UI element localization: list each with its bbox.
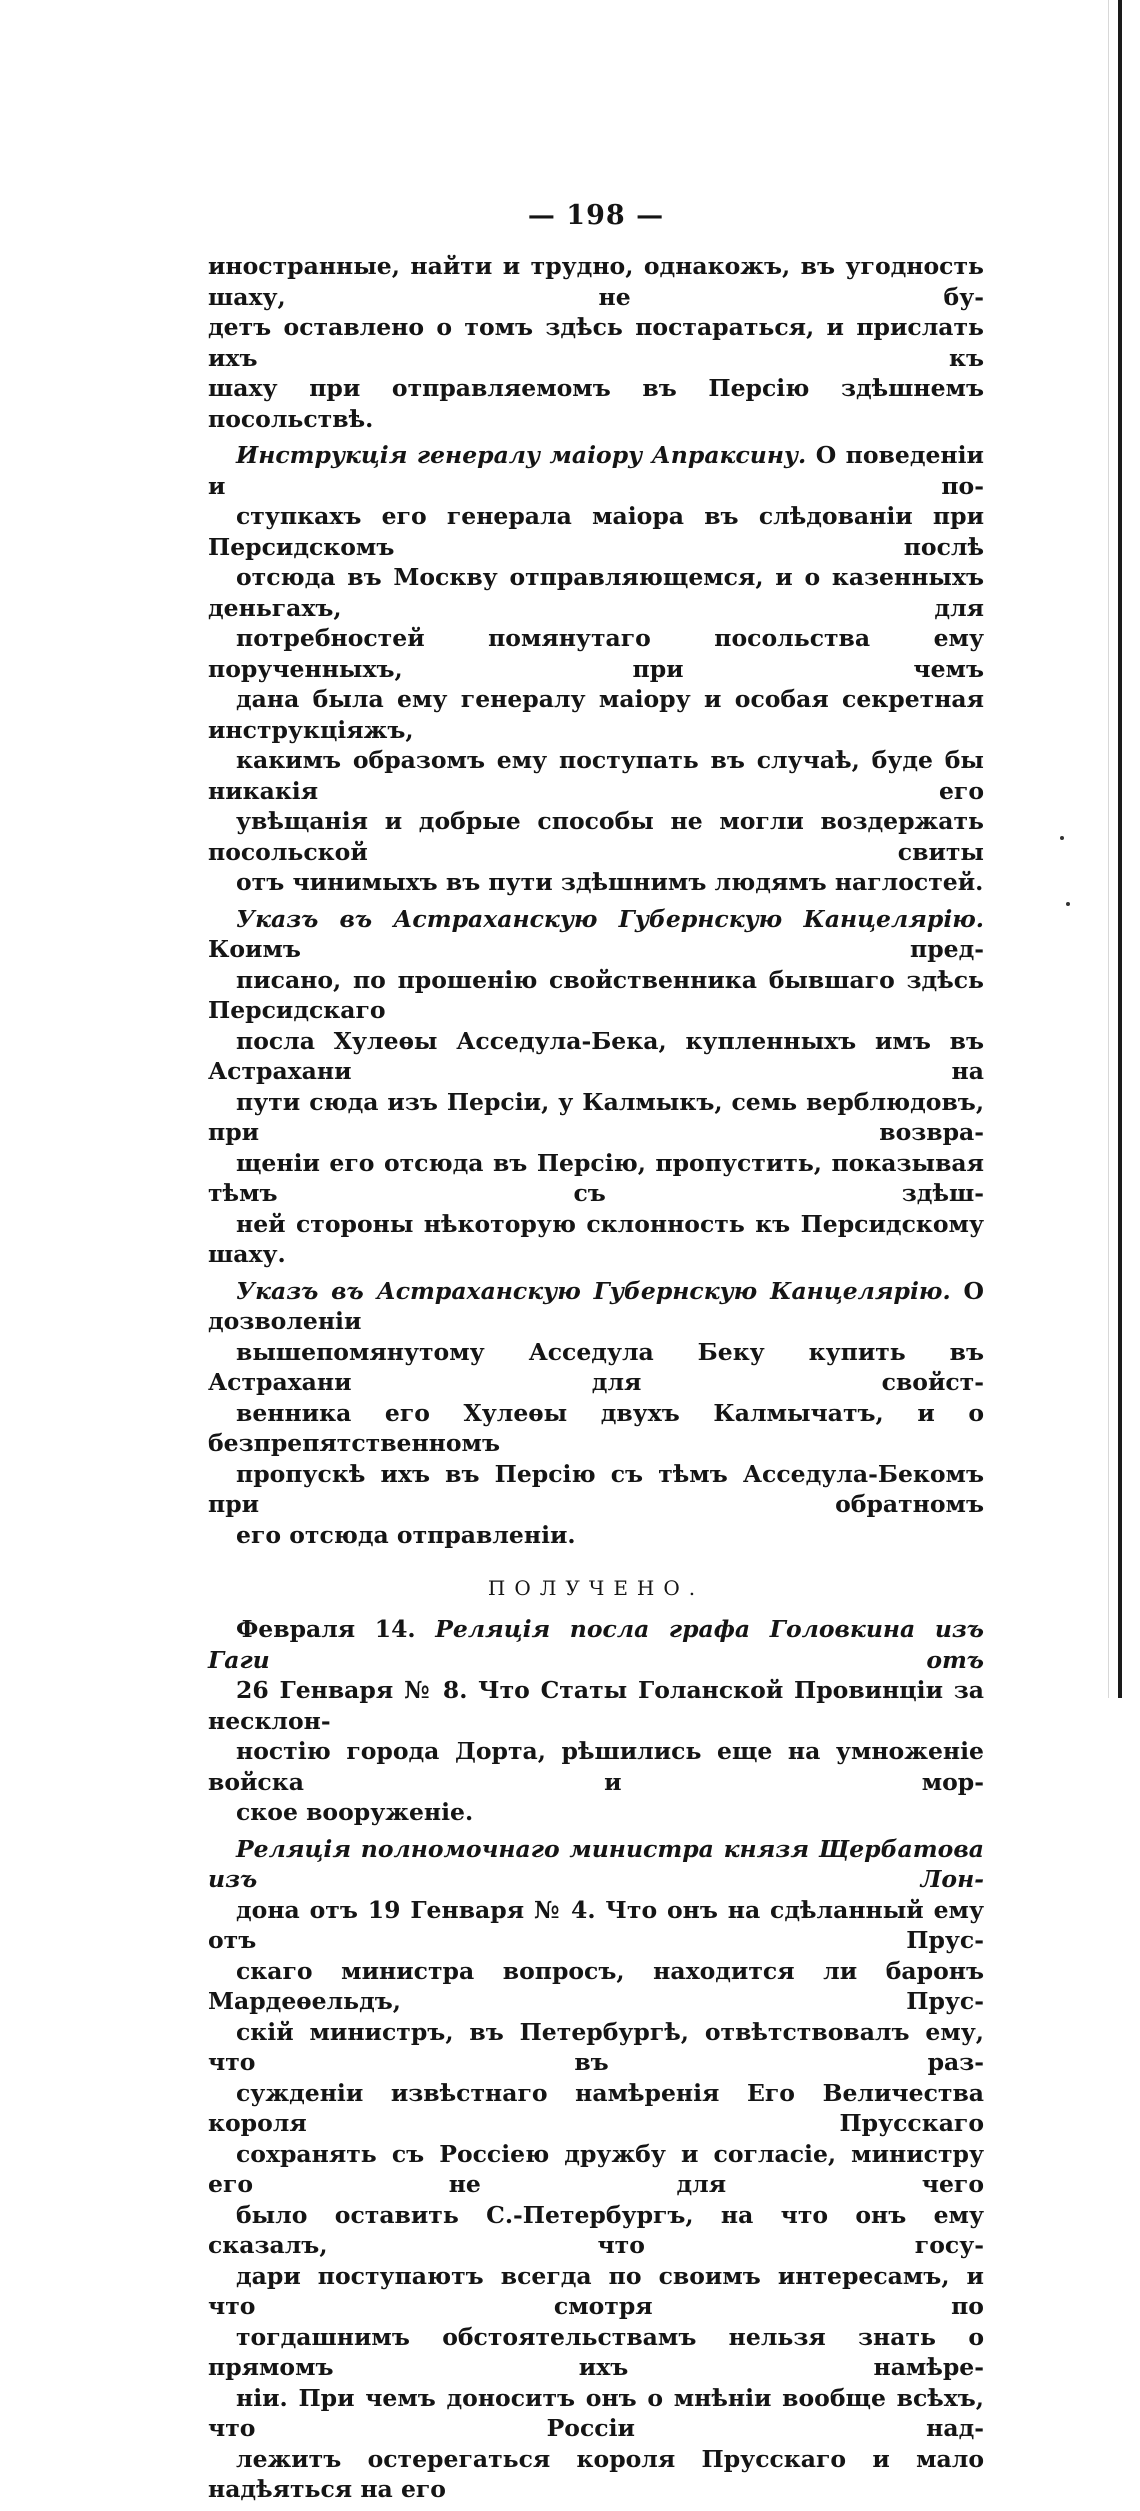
text-line: дари поступаютъ всегда по своимъ интересамъ, и что смотря по [208,2261,984,2320]
paragraph-instruction-apraksin [208,440,984,898]
text-line [208,1276,984,1337]
paragraph-report-golovkin [208,1614,984,1828]
text-line: пропускѣ ихъ въ Персію съ тѣмъ Асседула-Бекомъ при обратномъ [208,1459,984,1518]
page-edge-rule [1118,0,1122,1698]
scan-speck [1060,836,1064,840]
entry-title: Инструкція генералу маіору Апраксину. [236,441,807,469]
text-line: 26 Генваря № 8. Что Статы Голанской Провинціи за несклон- [208,1676,984,1735]
text-line: детъ оставлено о томъ здѣсь постараться, и прислать ихъ къ [208,313,984,372]
text-line: сохранять съ Россіею дружбу и согласіе, министру его не для чего [208,2139,984,2198]
text-line: тогдашнимъ обстоятельствамъ нельзя знать о прямомъ ихъ намѣре- [208,2322,984,2381]
text-line: щеніи его отсюда въ Персію, пропустить, показывая тѣмъ съ здѣш- [208,1148,984,1207]
entry-date: Февраля 14. [236,1615,416,1643]
text-line: ніи. При чемъ доноситъ онъ о мнѣніи вообще всѣхъ, что Россіи над- [208,2383,984,2442]
text-line: какимъ образомъ ему поступать въ случаѣ, буде бы никакія его [208,746,984,805]
entry-title: Указъ въ Астраханскую Губернскую Канцелярію. [236,1276,951,1305]
text-line: отсюда въ Москву отправляющемся, и о казенныхъ деньгахъ, для [208,563,984,622]
paragraph-continuation [208,251,984,434]
document-page [208,200,984,2511]
entry-text: Коимъ пред- [208,935,984,963]
text-line: скаго министра вопросъ, находится ли баронъ Мардеѳельдъ, Прус- [208,1956,984,2015]
text-line: ступкахъ его генерала маіора въ слѣдованіи при Персидскомъ послѣ [208,502,984,561]
text-line [208,904,984,965]
entry-text: О поведеніи и по- [208,441,984,500]
entry-title: Реляція посла графа Головкина изъ Гаги отъ [208,1615,985,1674]
text-line: вышепомянутому Асседула Беку купить въ Астрахани для свойст- [208,1337,984,1396]
scan-speck [1066,902,1070,906]
text-line: ностію города Дорта, рѣшились еще на умноженіе войска и мор- [208,1737,984,1796]
section-heading-received: ПОЛУЧЕНО. [487,1576,705,1600]
text-line: венника его Хулеѳы двухъ Калмычатъ, и о безпрепятственномъ [208,1398,984,1457]
text-line: отъ чинимыхъ въ пути здѣшнимъ людямъ наглостей. [236,868,984,896]
text-line [208,1614,984,1675]
paragraph-decree-camels [208,904,984,1270]
paragraph-report-shcherbatov [208,1834,984,2505]
text-line: его отсюда отправленіи. [236,1520,576,1549]
entry-title: Реляція полномочнаго министра князя Щербатова изъ Лон- [208,1834,984,1893]
text-line: иностранные, найти и трудно, однакожъ, въ угодность шаху, не бу- [208,252,984,311]
text-line: ское вооруженіе. [236,1798,474,1826]
text-line: сужденіи извѣстнаго намѣренія Его Величества короля Прусскаго [208,2078,984,2137]
text-line: было оставить С.-Петербургъ, на что онъ ему сказалъ, что госу- [208,2200,984,2259]
text-line: посла Хулеѳы Асседула-Бека, купленныхъ имъ въ Астрахани на [208,1026,984,1085]
text-line: дана была ему генералу маіору и особая секретная инструкціяжъ, [208,685,984,744]
text-line: ней стороны нѣкоторую склонность къ Персидскому шаху. [208,1209,984,1268]
text-line [208,440,984,501]
page-edge-shadow [1108,0,1109,1698]
text-line: увѣщанія и добрые способы не могли воздержать посольской свиты [208,807,984,866]
text-line: лежитъ остерегаться короля Прусскаго и мало надѣяться на его [208,2444,984,2503]
page-number: — 198 — [527,200,665,231]
text-line: скій министръ, въ Петербургѣ, отвѣтствовалъ ему, что въ раз- [208,2017,984,2076]
text-line: писано, по прошенію свойственника бывшаго здѣсь Персидскаго [208,965,984,1024]
text-line: шаху при отправляемомъ въ Персію здѣшнемъ посольствѣ. [208,374,984,433]
paragraph-decree-kalmyks [208,1276,984,1551]
entry-text: О дозволеніи [208,1276,984,1335]
text-line: потребностей помянутаго посольства ему порученныхъ, при чемъ [208,624,984,683]
text-line: дона отъ 19 Генваря № 4. Что онъ на сдѣланный ему отъ Прус- [208,1895,984,1954]
text-line: пути сюда изъ Персіи, у Калмыкъ, семь верблюдовъ, при возвра- [208,1087,984,1146]
text-line [208,1834,984,1895]
entry-title: Указъ въ Астраханскую Губернскую Канцелярію. [236,904,984,933]
